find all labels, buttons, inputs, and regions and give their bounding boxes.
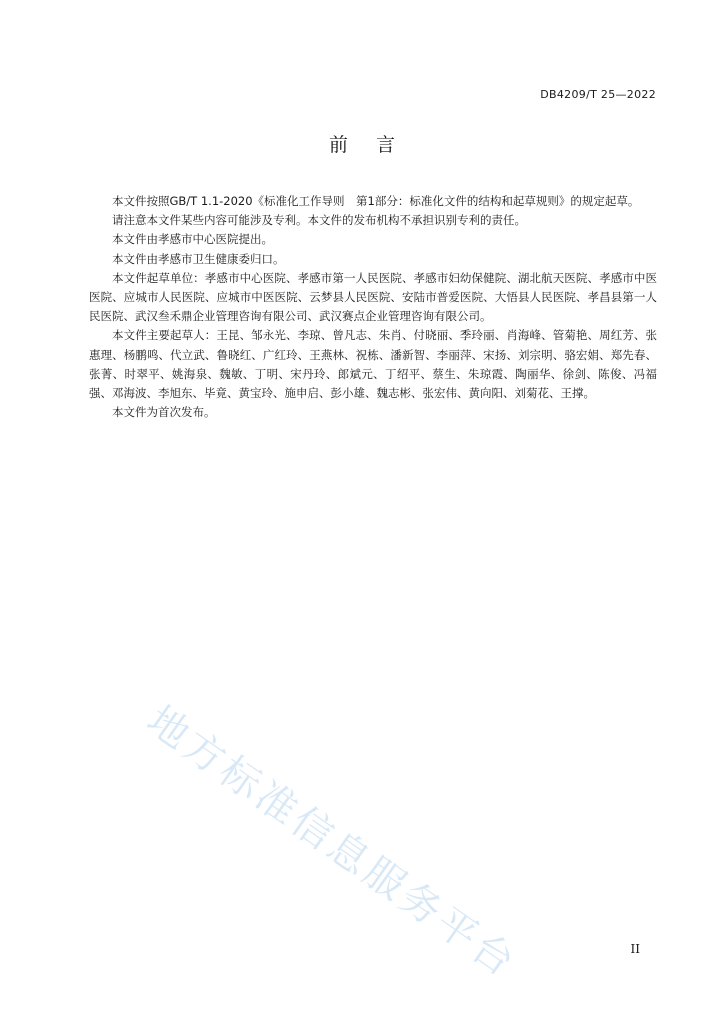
paragraph-drafters: 本文件主要起草人：王昆、邹永光、李琼、曾凡志、朱肖、付晓丽、季玲丽、肖海峰、管菊艳、周红芳、张惠理、杨鹏鸣、代立武、鲁晓红、广红玲、王燕林、祝栋、潘新智、李丽萍、宋扬、刘宗明、骆宏娟、郑先春、张菁、时翠平、姚海泉、魏敏、丁明、宋丹玲、郎斌元、丁绍平、蔡生、朱琼霞、陶丽华、徐剑、陈俊、冯福强、邓海波、李旭东、毕竟、黄宝玲、施申启、彭小雄、魏志彬、张宏伟、黄向阳、刘菊花、王撑。 xyxy=(89,328,657,401)
page-number: II xyxy=(630,942,640,956)
page-title: 前言 xyxy=(328,134,423,156)
standard-number: DB4209/T 25—2022 xyxy=(540,88,656,101)
paragraph-drafting-rules: 本文件按照GB/T 1.1-2020《标准化工作导则 第1部分：标准化文件的结构和起草规则》的规定起草。 xyxy=(112,194,640,208)
paragraph-proposer: 本文件由孝感市中心医院提出。 xyxy=(112,232,273,247)
paragraph-drafting-units: 本文件起草单位：孝感市中心医院、孝感市第一人民医院、孝感市妇幼保健院、湖北航天医院、孝感市中医医院、应城市人民医院、应城市中医医院、云梦县人民医院、安陆市普爱医院、大悟县人民医院、孝昌县第一人民医院、武汉叁禾鼎企业管理咨询有限公司、武汉赛点企业管理咨询有限公司。 xyxy=(89,270,657,324)
foreword-body xyxy=(89,192,657,422)
watermark-text: 地方标准信息服务平台 xyxy=(138,697,526,988)
paragraph-first-release: 本文件为首次发布。 xyxy=(112,405,216,420)
paragraph-centralized-unit: 本文件由孝感市卫生健康委归口。 xyxy=(112,251,285,266)
paragraph-patent-notice: 请注意本文件某些内容可能涉及专利。本文件的发布机构不承担识别专利的责任。 xyxy=(112,213,526,228)
